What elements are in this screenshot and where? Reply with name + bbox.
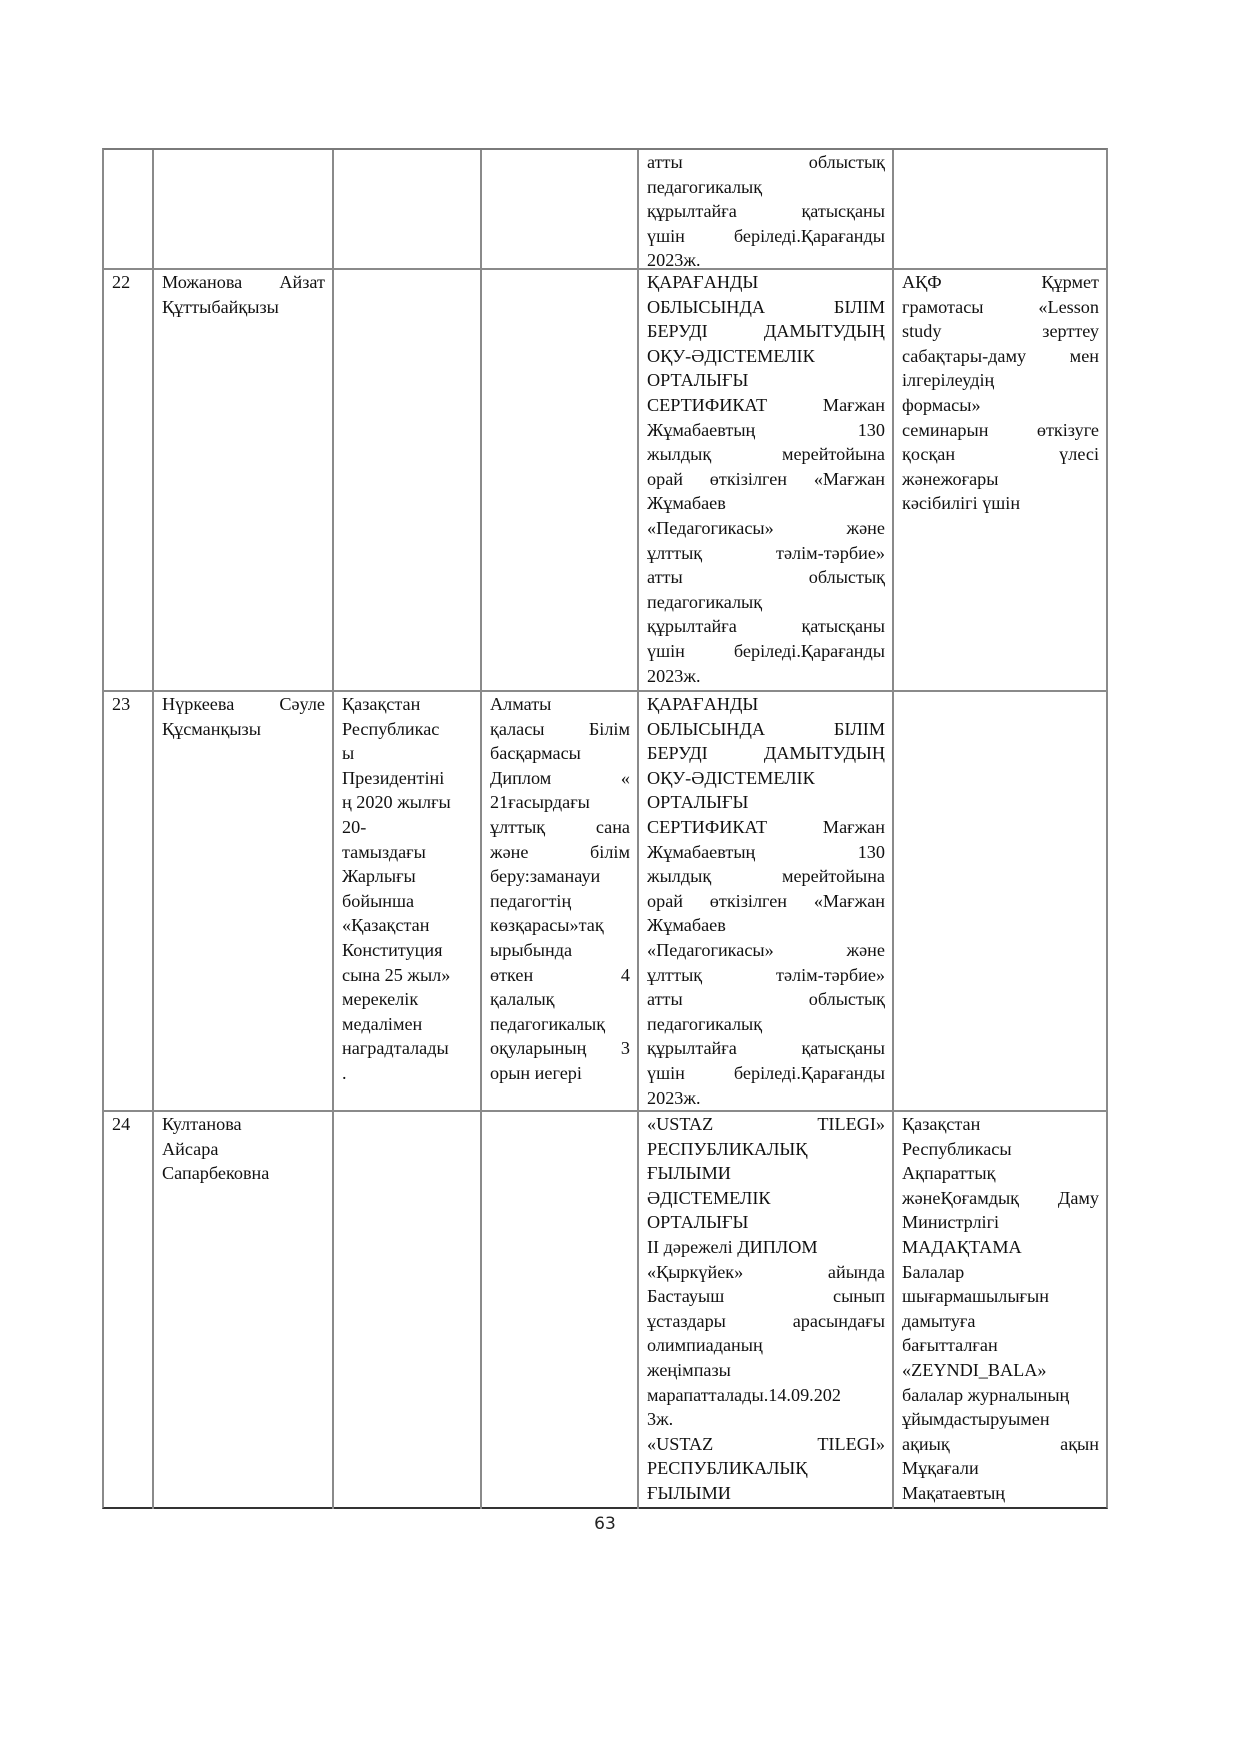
cell-text-line: жылдық мерейтойына (647, 866, 885, 887)
cell-text-line: құрылтайға қатысқаны (647, 201, 885, 222)
cell-text-line: ОРТАЛЫҒЫ (647, 792, 749, 813)
cell-text-line: Балалар (902, 1261, 965, 1282)
cell-text-line: «Қазақстан (342, 915, 430, 936)
cell-text-line: Жұмабаев (647, 493, 726, 514)
cell-text-line: «Педагогикасы» және (647, 939, 885, 960)
cell-name (154, 270, 334, 690)
cell-text-line: ОҚУ-ӘДІСТЕМЕЛІК (647, 767, 815, 788)
cell-city-award (482, 270, 639, 690)
cell-regional-award (639, 692, 894, 1110)
cell-text-line: балалар журналының (902, 1384, 1070, 1405)
cell-text-line: 2023ж. (647, 250, 701, 268)
cell-text-line: Нүркеева Сәуле (162, 694, 325, 714)
cell-text-line: СЕРТИФИКАТ Мағжан (647, 394, 885, 415)
cell-text-line: 2023ж. (647, 665, 701, 686)
cell-text-line: Құттыбайқызы (162, 296, 279, 317)
cell-text-line: жәнежоғары (902, 468, 999, 489)
cell-text-line: Диплом « (490, 767, 630, 788)
cell-text-line: сабақтары-даму мен (902, 345, 1099, 366)
cell-text-line: өткен 4 (490, 964, 630, 985)
cell-text-line: Мақатаевтың (902, 1482, 1006, 1503)
cell-text-line: құрылтайға қатысқаны (647, 1038, 885, 1059)
cell-other-award (894, 150, 1106, 268)
cell-text-line: педагогикалық (490, 1013, 606, 1034)
cell-text-line: СЕРТИФИКАТ Мағжан (647, 816, 885, 837)
awards-table (102, 148, 1108, 1509)
cell-text-line: ОРТАЛЫҒЫ (647, 1212, 749, 1233)
cell-text-line: ҚАРАҒАНДЫ (647, 694, 759, 714)
cell-text-line: ы (342, 743, 355, 764)
cell-text-line: ҒЫЛЫМИ (647, 1163, 731, 1184)
cell-text-line: Алматы (490, 694, 552, 714)
cell-name (154, 1112, 334, 1509)
cell-number (104, 1112, 154, 1509)
cell-text-line: Ақпараттық (902, 1163, 996, 1184)
cell-text-line: оқуларының 3 (490, 1038, 630, 1059)
cell-text-line: 21ғасырдағы (490, 792, 590, 813)
cell-text-line: кәсібилігі үшін (902, 493, 1021, 514)
cell-text-line: дамытуға (902, 1310, 976, 1331)
row-number (112, 150, 145, 175)
cell-text-line: ІІ дәрежелі ДИПЛОМ (647, 1236, 818, 1257)
cell-text-line: ОҚУ-ӘДІСТЕМЕЛІК (647, 345, 815, 366)
cell-text-line: бағытталған (902, 1335, 998, 1356)
cell-text-line: құрылтайға қатысқаны (647, 616, 885, 637)
cell-text-line: үшін беріледі.Қарағанды (647, 640, 885, 661)
cell-text-line: атты облыстық (647, 989, 885, 1010)
cell-name (154, 692, 334, 1110)
cell-text-line: ОРТАЛЫҒЫ (647, 370, 749, 391)
cell-text-line: РЕСПУБЛИКАЛЫҚ (647, 1458, 808, 1479)
cell-text-line: Бастауыш сынып (647, 1286, 885, 1307)
cell-text-line: орай өткізілген «Мағжан (647, 468, 885, 489)
cell-text-line: Республикас (342, 718, 440, 739)
cell-text-line: жеңімпазы (647, 1359, 731, 1380)
cell-other-award (894, 692, 1106, 1110)
cell-text-line: Қазақстан (342, 694, 421, 714)
cell-text-line: 3ж. (647, 1409, 674, 1430)
cell-text-line: беру:заманауи (490, 866, 601, 887)
cell-text-line: сына 25 жыл» (342, 964, 451, 985)
cell-text-line: орай өткізілген «Мағжан (647, 890, 885, 911)
cell-text-line: Министрлігі (902, 1212, 1000, 1233)
cell-name (154, 150, 334, 268)
cell-text-line: басқармасы (490, 743, 581, 764)
cell-text-line: жылдық мерейтойына (647, 444, 885, 465)
cell-text-line: ұлттық тәлім-тәрбие» (647, 542, 885, 563)
cell-text-line: . (342, 1062, 347, 1083)
cell-text-line: study зерттеу (902, 321, 1099, 342)
cell-text-line: Айсара (162, 1138, 219, 1159)
cell-text-line: ұстаздары арасындағы (647, 1310, 885, 1331)
cell-text-line: Мұқағали (902, 1458, 979, 1479)
cell-text-line: Сапарбековна (162, 1163, 270, 1184)
cell-text-line: Жұмабаев (647, 915, 726, 936)
cell-text-line: ұлттық тәлім-тәрбие» (647, 964, 885, 985)
cell-text-line: үшін беріледі.Қарағанды (647, 1062, 885, 1083)
cell-text-line: атты облыстық (647, 152, 885, 172)
cell-state-award (334, 270, 482, 690)
cell-text-line: наградталады (342, 1038, 449, 1059)
cell-text-line: шығармашылығын (902, 1286, 1049, 1307)
cell-text-line: ң 2020 жылғы (342, 792, 451, 813)
cell-text-line: «ZEYNDI_BALA» (902, 1359, 1047, 1380)
cell-text-line: педагогтің (490, 890, 572, 911)
cell-text-line: 2023ж. (647, 1087, 701, 1108)
cell-text-line: «Педагогикасы» және (647, 517, 885, 538)
cell-number (104, 692, 154, 1110)
row-number: 23 (112, 694, 131, 714)
cell-text-line: БЕРУДІ ДАМЫТУДЫҢ (647, 743, 885, 764)
cell-text-line: қаласы Білім (490, 718, 630, 739)
cell-text-line: үшін беріледі.Қарағанды (647, 225, 885, 246)
cell-text-line: Қазақстан (902, 1114, 981, 1134)
cell-text-line: ӘДІСТЕМЕЛІК (647, 1187, 771, 1208)
cell-text-line: ілгерілеудің (902, 370, 995, 391)
cell-text-line: семинарын өткізуге (902, 419, 1099, 440)
cell-text-line: АҚФ Құрмет (902, 272, 1099, 292)
table-row (104, 1112, 1106, 1509)
cell-text-line: қалалық (490, 989, 555, 1010)
cell-text-line: Республикасы (902, 1138, 1012, 1159)
cell-text-line: Жұмабаевтың 130 (647, 841, 885, 862)
cell-text-line: ҒЫЛЫМИ (647, 1482, 731, 1503)
cell-text-line: ОБЛЫСЫНДА БІЛІМ (647, 296, 885, 317)
cell-text-line: Конституция (342, 939, 443, 960)
cell-text-line: ақиық ақын (902, 1433, 1099, 1454)
cell-text-line: мерекелік (342, 989, 419, 1010)
cell-text-line: Президентіні (342, 767, 445, 788)
cell-state-award (334, 1112, 482, 1509)
cell-text-line: қосқан үлесі (902, 444, 1099, 465)
cell-text-line: жәнеҚоғамдық Даму (902, 1187, 1099, 1208)
cell-regional-award (639, 150, 894, 268)
cell-city-award (482, 150, 639, 268)
cell-text-line: «Қыркүйек» айында (647, 1261, 885, 1282)
page-number: 63 (594, 1514, 616, 1534)
cell-text-line: олимпиаданың (647, 1335, 763, 1356)
cell-regional-award (639, 270, 894, 690)
cell-number (104, 150, 154, 268)
cell-state-award (334, 692, 482, 1110)
table-row (104, 270, 1106, 692)
cell-text-line: «USTAZ TILEGI» (647, 1433, 885, 1454)
cell-text-line: БЕРУДІ ДАМЫТУДЫҢ (647, 321, 885, 342)
cell-text-line: ұлттық сана (490, 816, 630, 837)
cell-text-line: ОБЛЫСЫНДА БІЛІМ (647, 718, 885, 739)
cell-text-line: көзқарасы»тақ (490, 915, 604, 936)
cell-number (104, 270, 154, 690)
cell-text-line: Култанова (162, 1114, 242, 1134)
cell-text-line: атты облыстық (647, 567, 885, 588)
row-number: 24 (112, 1114, 131, 1134)
table-row (104, 692, 1106, 1112)
cell-text-line: орын иегері (490, 1062, 582, 1083)
cell-text-line: МАДАҚТАМА (902, 1236, 1022, 1257)
cell-other-award (894, 270, 1106, 690)
cell-city-award (482, 1112, 639, 1509)
cell-text-line: Можанова Айзат (162, 272, 325, 292)
cell-text-line: педагогикалық (647, 176, 763, 197)
table-row (104, 150, 1106, 270)
cell-text-line: Құсманқызы (162, 718, 261, 739)
cell-state-award (334, 150, 482, 268)
cell-city-award (482, 692, 639, 1110)
cell-text-line: «USTAZ TILEGI» (647, 1114, 885, 1134)
cell-text-line: педагогикалық (647, 591, 763, 612)
cell-text-line: тамыздағы (342, 841, 426, 862)
row-number: 22 (112, 272, 131, 292)
cell-text-line: ҚАРАҒАНДЫ (647, 272, 759, 292)
cell-text-line: және білім (490, 841, 630, 862)
cell-text-line: марапатталады.14.09.202 (647, 1384, 841, 1405)
cell-text-line: ырыбында (490, 939, 573, 960)
cell-text-line: РЕСПУБЛИКАЛЫҚ (647, 1138, 808, 1159)
cell-text-line: Жұмабаевтың 130 (647, 419, 885, 440)
cell-text-line: бойынша (342, 890, 415, 911)
cell-text-line: грамотасы «Lesson (902, 296, 1099, 317)
cell-text-line: 20- (342, 816, 367, 837)
cell-text-line: ұйымдастыруымен (902, 1409, 1050, 1430)
cell-text-line: медалімен (342, 1013, 423, 1034)
cell-text-line: педагогикалық (647, 1013, 763, 1034)
cell-regional-award (639, 1112, 894, 1509)
cell-text-line: Жарлығы (342, 866, 416, 887)
cell-text-line: формасы» (902, 394, 981, 415)
cell-other-award (894, 1112, 1106, 1509)
